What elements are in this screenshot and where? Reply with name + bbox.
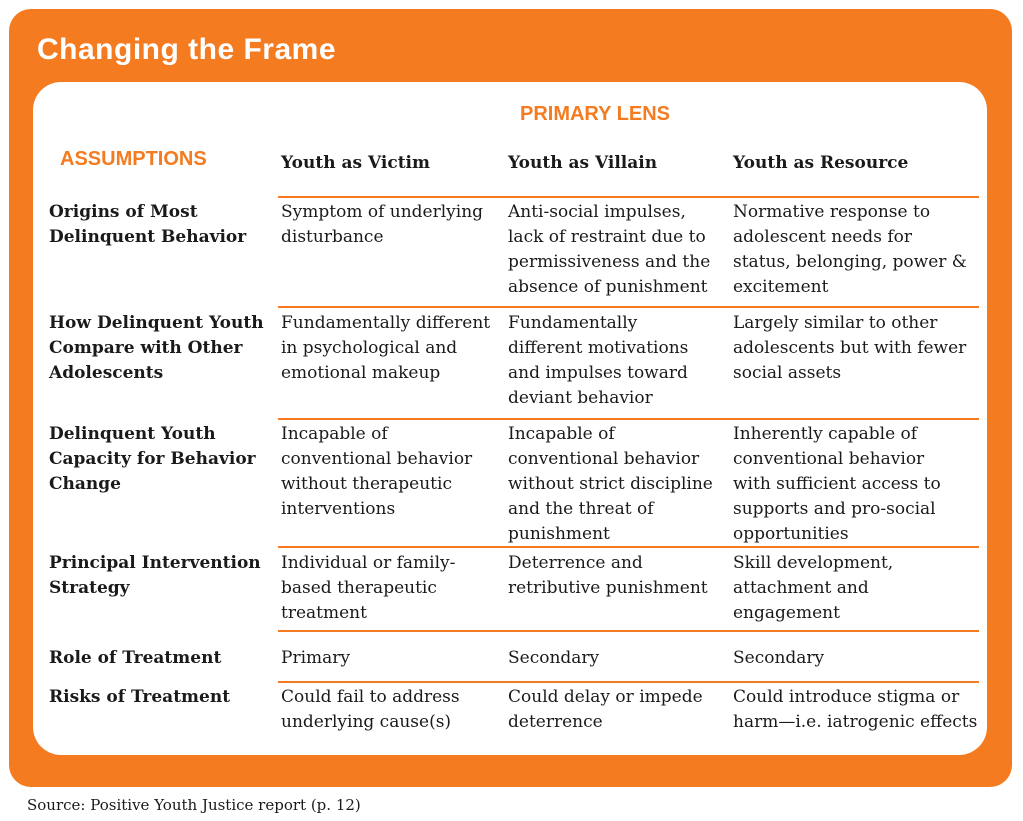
table-cell: Deterrence and retributive punishment (508, 553, 708, 598)
table-cell: Could introduce stigma or harm—i.e. iatrogenic effects (733, 687, 978, 732)
row-label-capacity: Delinquent Youth Capacity for Behavior Change (49, 424, 256, 494)
row-label-origins: Origins of Most Delinquent Behavior (49, 202, 247, 247)
row-divider (278, 306, 979, 308)
table-cell: Primary (281, 648, 350, 668)
row-divider (278, 630, 979, 632)
primary-lens-heading: PRIMARY LENS (519, 103, 671, 125)
table-cell: Incapable of conventional behavior without strict discipline and the threat of punishment (508, 424, 713, 544)
table-cell: Individual or family- based therapeutic treatment (281, 553, 456, 623)
table-cell: Incapable of conventional behavior without therapeutic interventions (281, 424, 473, 519)
table-cell: Secondary (508, 648, 600, 668)
page-title: Changing the Frame (37, 33, 337, 66)
column-header-resource: Youth as Resource (733, 153, 909, 173)
table-cell: Normative response to adolescent needs for status, belonging, power & excitement (733, 202, 967, 297)
row-divider (278, 196, 979, 198)
row-label-strategy: Principal Intervention Strategy (49, 553, 261, 598)
column-header-victim: Youth as Victim (281, 153, 430, 173)
table-cell: Symptom of underlying disturbance (281, 202, 484, 247)
row-divider (278, 418, 979, 420)
source-citation: Source: Positive Youth Justice report (p. 12) (27, 796, 361, 814)
row-label-role: Role of Treatment (49, 648, 222, 668)
table-cell: Fundamentally different in psychological and emotional makeup (281, 313, 491, 383)
table-cell: Fundamentally different motivations and impulses toward deviant behavior (508, 313, 689, 408)
column-header-villain: Youth as Villain (508, 153, 658, 173)
table-cell: Could fail to address underlying cause(s) (281, 687, 460, 732)
row-label-risks: Risks of Treatment (49, 687, 231, 707)
table-cell: Largely similar to other adolescents but with fewer social assets (733, 313, 967, 383)
table-cell: Anti-social impulses, lack of restraint due to permissiveness and the absence of punishment (508, 202, 711, 297)
table-cell: Could delay or impede deterrence (508, 687, 703, 732)
row-label-comparison: How Delinquent Youth Compare with Other Adolescents (49, 313, 264, 383)
row-divider (278, 681, 979, 683)
table-cell: Secondary (733, 648, 825, 668)
assumptions-heading: ASSUMPTIONS (60, 148, 207, 170)
table-cell: Inherently capable of conventional behavior with sufficient access to supports and pro-social opportunities (733, 424, 941, 544)
table-cell: Skill development, attachment and engagement (733, 553, 894, 623)
